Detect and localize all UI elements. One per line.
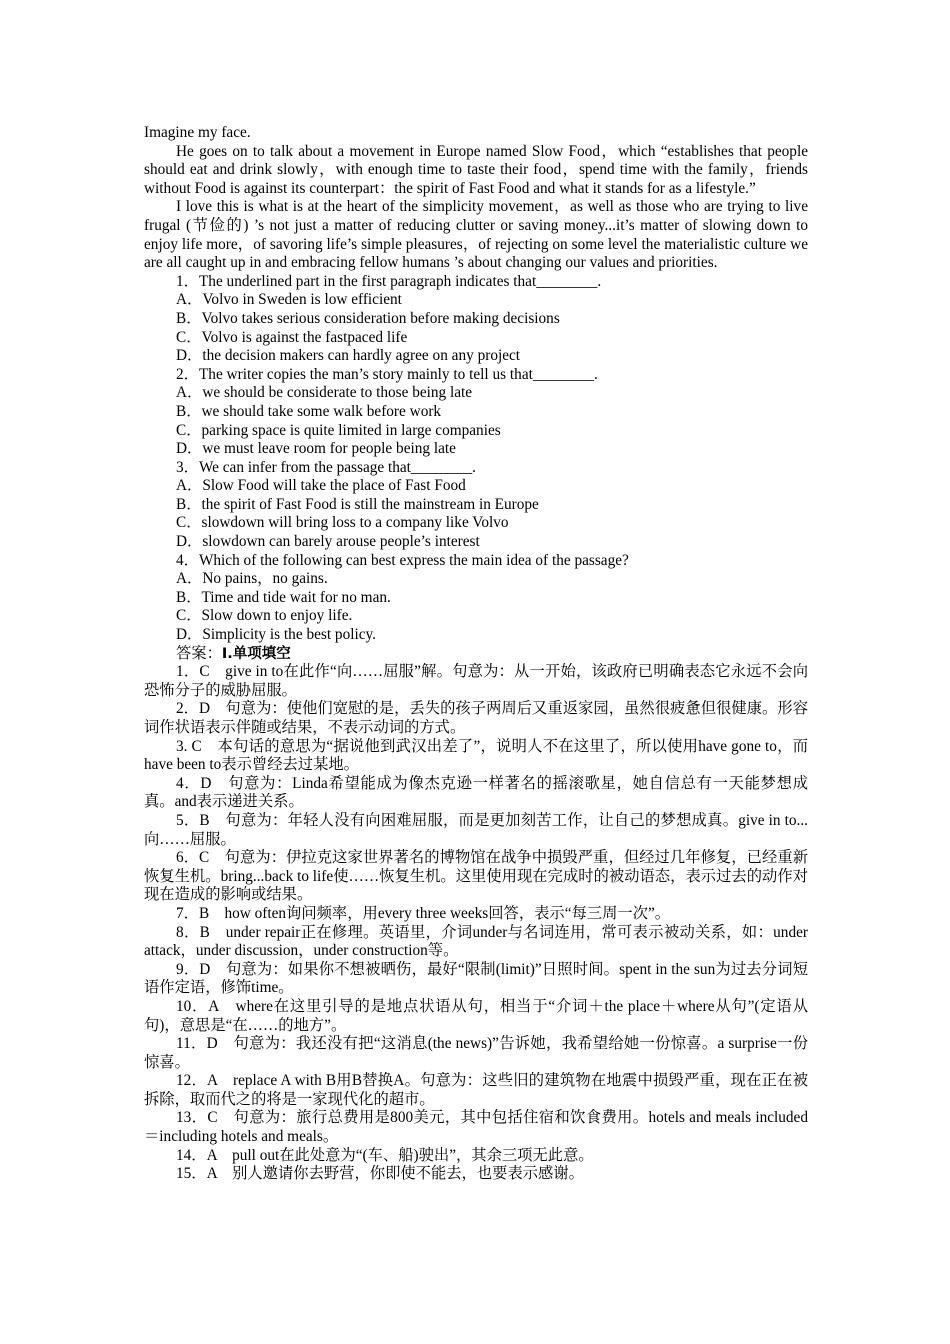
question-option: A．we should be considerate to those being late: [176, 384, 473, 402]
answer-item: 1．C give in to在此作“向……屈服”解。句意为：从一开始，该政府已明确表态它永远不会向恐怖分子的威胁屈服。: [144, 663, 808, 699]
question-option: D．the decision makers can hardly agree on any project: [176, 347, 521, 365]
question-stem: 3．We can infer from the passage that________.: [176, 458, 476, 476]
answers-heading: [144, 645, 808, 664]
question-stem: 4．Which of the following can best express the main idea of the passage?: [176, 551, 629, 569]
passage-paragraph-1: He goes on to talk about a movement in Europe named Slow Food，which “establishes that people should eat and drink slowly，with enough time to taste their food，spend time with the family，friends without Food is against its counterpart：the spirit of Fast Food and what it stands for as a lifestyle.”: [144, 142, 808, 197]
question-option: D．slowdown can barely arouse people’s interest: [176, 533, 480, 551]
question-option: C．Slow down to enjoy life.: [176, 607, 353, 625]
answer-item: 15．A 别人邀请你去野营，你即使不能去，也要表示感谢。: [176, 1165, 584, 1183]
question-option: D．Simplicity is the best policy.: [176, 626, 376, 644]
answer-item: 6．C 句意为：伊拉克这家世界著名的博物馆在战争中损毁严重，但经过几年修复，已经重新恢复生机。bring...back to life使……恢复生机。这里使用现在完成时的被动语态，表示过去的动作对现在造成的影响或结果。: [144, 849, 808, 904]
question-option: B．Volvo takes serious consideration before making decisions: [176, 309, 560, 327]
answer-item: 8．B under repair正在修理。英语里，介词under与名词连用，常可表示被动关系，如：under attack，under discussion，under construction等。: [144, 923, 808, 960]
passage-paragraph-0: Imagine my face.: [144, 124, 251, 141]
question-stem: 2．The writer copies the man’s story mainly to tell us that________.: [176, 365, 598, 383]
answer-item: 4．D 句意为：Linda希望能成为像杰克逊一样著名的摇滚歌星，她自信总有一天能梦想成真。and表示递进关系。: [144, 774, 808, 811]
question-option: A．Slow Food will take the place of Fast Food: [176, 477, 466, 495]
answers-label: 答案：: [176, 644, 222, 662]
question-option: C．parking space is quite limited in large companies: [176, 421, 501, 439]
answer-item: 7．B how often询问频率，用every three weeks回答，表示“每三周一次”。: [176, 904, 671, 922]
question-option: C．Volvo is against the fastpaced life: [176, 328, 408, 346]
answer-item: 11．D 句意为：我还没有把“这消息(the news)”告诉她，我希望给她一份惊喜。a surprise一份惊喜。: [144, 1035, 808, 1071]
question-4: [144, 552, 808, 645]
question-option: B．Time and tide wait for no man.: [176, 588, 391, 606]
answer-item: 5．B 句意为：年轻人没有向困难屈服，而是更加刻苦工作，让自己的梦想成真。give in to...向……屈服。: [144, 811, 808, 848]
question-option: B．the spirit of Fast Food is still the mainstream in Europe: [176, 495, 539, 513]
question-stem: 1．The underlined part in the first paragraph indicates that________.: [176, 272, 602, 290]
answer-item: 13．C 句意为：旅行总费用是800美元，其中包括住宿和饮食费用。hotels and meals included＝including hotels and meals。: [144, 1109, 808, 1146]
answer-item: 2．D 句意为：使他们宽慰的是，丢失的孩子两周后又重返家园，虽然很疲惫但很健康。形容词作状语表示伴随或结果，不表示动词的方式。: [144, 700, 808, 736]
answer-item: 3. C 本句话的意思为“据说他到武汉出差了”，说明人不在这里了，所以使用have gone to，而have been to表示曾经去过某地。: [144, 737, 808, 774]
answer-item: 12．A replace A with B用B替换A。句意为：这些旧的建筑物在地震中损毁严重，现在正在被拆除，取而代之的将是一家现代化的超市。: [144, 1072, 808, 1108]
passage-paragraph-2: I love this is what is at the heart of the simplicity movement，as well as those who are trying to live frugal (节俭的) ’s not just a matter of reducing clutter or saving money...it’s matter of slowing down to enjoy life more，of savoring life’s simple pleasures，of rejecting on some level the materialistic culture we are all caught up in and embracing fellow humans ’s about changing our values and priorities.: [144, 198, 808, 272]
question-option: B．we should take some walk before work: [176, 402, 442, 420]
question-option: A．Volvo in Sweden is low efficient: [176, 291, 402, 309]
answer-list: [144, 663, 808, 1184]
question-3: [144, 459, 808, 552]
question-1: [144, 273, 808, 366]
question-option: C．slowdown will bring loss to a company like Volvo: [176, 514, 509, 532]
answer-item: 10．A where在这里引导的是地点状语从句，相当于“介词＋the place＋where从句”(定语从句)，意思是“在……的地方”。: [144, 997, 808, 1034]
answer-item: 9．D 句意为：如果你不想被晒伤，最好“限制(limit)”日照时间。spent in the sun为过去分词短语作定语，修饰time。: [144, 960, 808, 997]
question-option: D．we must leave room for people being late: [176, 440, 456, 458]
answers-section-title: Ⅰ.单项填空: [221, 645, 291, 662]
question-2: [144, 366, 808, 459]
answer-item: 14．A pull out在此处意为“(车、船)驶出”，其余三项无此意。: [176, 1146, 594, 1164]
document-page: [144, 124, 808, 1184]
question-option: A．No pains，no gains.: [176, 570, 328, 588]
